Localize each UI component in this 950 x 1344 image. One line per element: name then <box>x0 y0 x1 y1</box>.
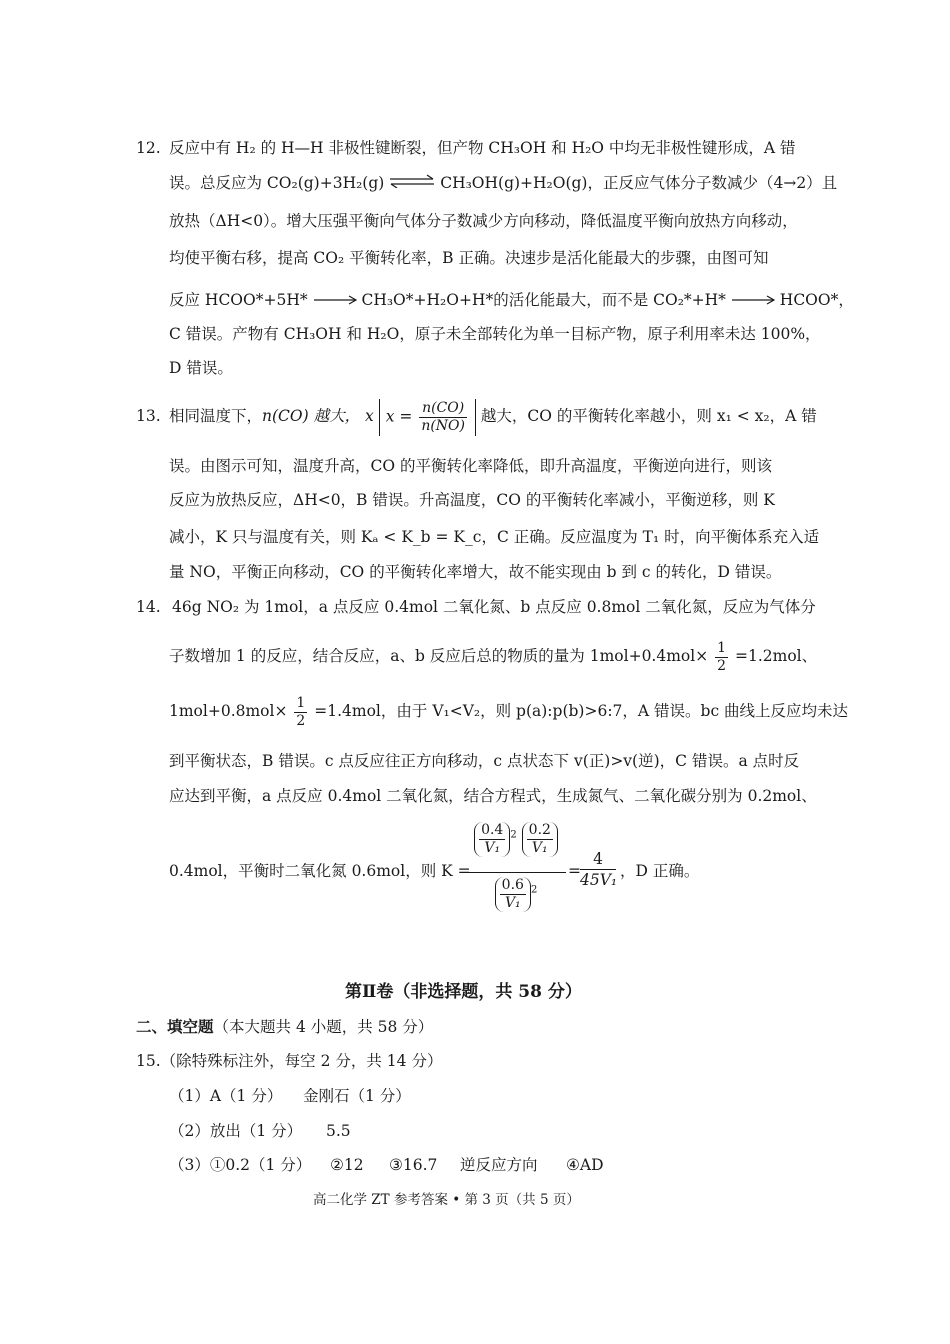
k-den-v: V₁ <box>504 895 521 911</box>
q15-answer-3c: ③16.7 <box>389 1156 438 1174</box>
q13-x-symbol: x <box>365 407 374 425</box>
k-num-paren-1 <box>474 822 510 857</box>
q15-answer-3d: 逆反应方向 <box>460 1156 538 1174</box>
q14-line-3a: 1mol+0.8mol× <box>169 702 288 720</box>
q14-half-num: 1 <box>717 639 727 656</box>
q14-number: 14. <box>136 598 161 616</box>
q12-line-5 <box>169 290 854 310</box>
q13-frac-den: n(NO) <box>421 417 465 434</box>
k-denominator <box>466 873 566 912</box>
q15-answer-1b: 金刚石（1 分） <box>303 1087 411 1105</box>
equilibrium-arrow-icon <box>389 173 435 193</box>
q12-line-3: 放热（ΔH<0）。增大压强平衡向气体分子数减少方向移动，降低温度平衡向放热方向移动， <box>169 212 798 230</box>
k-den-c: 0.6 <box>501 877 524 893</box>
q13-line-4: 减小，K 只与温度有关，则 Kₐ < K_b = K_c，C 正确。反应温度为 T₁ 时，向平衡体系充入适 <box>169 528 820 546</box>
q12-line-6: C 错误。产物有 CH₃OH 和 H₂O，原子未全部转化为单一目标产物，原子利用率未达 100%， <box>169 325 821 343</box>
q12-line-5c: HCOO*， <box>779 291 854 309</box>
q13-fraction <box>419 400 467 435</box>
q13-line-3: 反应为放热反应，ΔH<0，B 错误。升高温度，CO 的平衡转化率减小，平衡逆移，则 K <box>169 491 775 509</box>
k-num-square: 2 <box>510 829 517 841</box>
q14-half-num-2: 1 <box>296 694 306 711</box>
q12-line-2b: CH₃OH(g)+H₂O(g)，正反应气体分子数减少（4→2）且 <box>440 174 838 192</box>
k-result-fraction <box>580 849 616 890</box>
k-num-v1: V₁ <box>484 840 501 856</box>
q14-half-den-2: 2 <box>296 712 306 729</box>
reaction-arrow-icon <box>313 290 357 310</box>
reaction-arrow-icon <box>731 290 775 310</box>
k-result-den: 45V₁ <box>580 871 618 889</box>
q14-half-fraction <box>715 640 728 675</box>
q14-half-den: 2 <box>717 657 727 674</box>
q13-bracket: x = $\frac{n(CO)}{n(NO)}$ <box>379 399 476 436</box>
q15-answer-1: （1）A（1 分） <box>169 1087 283 1105</box>
q12-line-2a: 误。总反应为 CO₂(g)+3H₂(g) <box>169 174 385 192</box>
q14-line-5: 应达到平衡，a 点反应 0.4mol 二氧化氮，结合方程式，生成氮气、二氧化碳分别为 0.2mol、 <box>169 787 817 805</box>
q14-line-6b: ，D 正确。 <box>620 862 700 880</box>
q15-answer-3b: ②12 <box>330 1156 364 1174</box>
q14-half-fraction-2 <box>294 695 307 730</box>
q15-answer-3e: ④AD <box>566 1156 604 1174</box>
k-equals: = <box>568 862 581 880</box>
q15-heading: 15.（除特殊标注外，每空 2 分，共 14 分） <box>136 1052 443 1070</box>
q15-answer-2: （2）放出（1 分） <box>169 1122 303 1140</box>
q12-line-2 <box>169 173 837 193</box>
k-den-square: 2 <box>530 884 538 896</box>
q14-line-3b: =1.4mol，由于 V₁<V₂，则 p(a):p(b)>6:7，A 错误。bc 曲线上反应均未达 <box>314 702 849 720</box>
k-numerator <box>466 822 566 870</box>
q14-line-3 <box>169 688 848 734</box>
q15-answer-3: （3）①0.2（1 分） <box>169 1156 312 1174</box>
q13-line-1d: 越大，CO 的平衡转化率越小，则 x₁ < x₂，A 错 <box>480 407 817 425</box>
q12-line-4: 均使平衡右移，提高 CO₂ 平衡转化率，B 正确。决速步是活化能最大的步骤，由图可知 <box>169 249 769 267</box>
q13-frac-num: n(CO) <box>419 400 467 418</box>
q13-line-1b: n(CO) 越大， <box>262 407 361 425</box>
q12-line-7: D 错误。 <box>169 359 233 377</box>
q14-line-2a: 子数增加 1 的反应，结合反应，a、b 反应后总的物质的量为 1mol+0.4mol× <box>169 647 709 665</box>
k-num-v2: V₁ <box>531 840 548 856</box>
q12-number: 12. <box>136 139 161 157</box>
section-title: 第Ⅱ卷（非选择题，共 58 分） <box>345 982 582 1002</box>
q13-number: 13. <box>136 407 161 425</box>
k-num-paren-2 <box>522 822 558 857</box>
part2-heading-bold: 二、填空题 <box>136 1017 214 1036</box>
part2-heading-rest: （本大题共 4 小题，共 58 分） <box>213 1018 434 1036</box>
k-result-num: 4 <box>580 849 616 870</box>
q14-line-1: 46g NO₂ 为 1mol，a 点反应 0.4mol 二氧化氮、b 点反应 0.8mol 二氧化氮，反应为气体分 <box>172 598 816 616</box>
q14-line-4: 到平衡状态，B 错误。c 点反应往正方向移动，c 点状态下 v(正)>v(逆)，C 错误。a 点时反 <box>169 752 800 770</box>
part2-heading <box>136 1017 433 1037</box>
q13-line-1a: 相同温度下， <box>169 407 263 425</box>
q12-line-5b: CH₃O*+H₂O+H*的活化能最大，而不是 CO₂*+H* <box>361 291 726 309</box>
k-num-a: 0.4 <box>481 822 504 838</box>
q13-line-1 <box>169 392 817 440</box>
q12-line-1: 反应中有 H₂ 的 H—H 非极性键断裂，但产物 CH₃OH 和 H₂O 中均无非极性键形成，A 错 <box>169 139 796 157</box>
q14-line-2b: =1.2mol、 <box>735 647 818 665</box>
q12-line-5a: 反应 HCOO*+5H* <box>169 291 308 309</box>
q14-line-2 <box>169 633 817 679</box>
k-num-b: 0.2 <box>528 822 551 838</box>
k-expression-fraction <box>466 822 566 912</box>
q15-answer-2b: 5.5 <box>326 1122 351 1140</box>
q14-line-6a: 0.4mol，平衡时二氧化氮 0.6mol，则 K = <box>169 862 471 880</box>
k-den-paren <box>495 877 531 912</box>
page-footer: 高二化学 ZT 参考答案 • 第 3 页（共 5 页） <box>313 1192 580 1208</box>
q13-line-5: 量 NO，平衡正向移动，CO 的平衡转化率增大，故不能实现由 b 到 c 的转化，D 错误。 <box>169 563 782 581</box>
q13-line-2: 误。由图示可知，温度升高，CO 的平衡转化率降低，即升高温度，平衡逆向进行，则该 <box>169 457 772 475</box>
